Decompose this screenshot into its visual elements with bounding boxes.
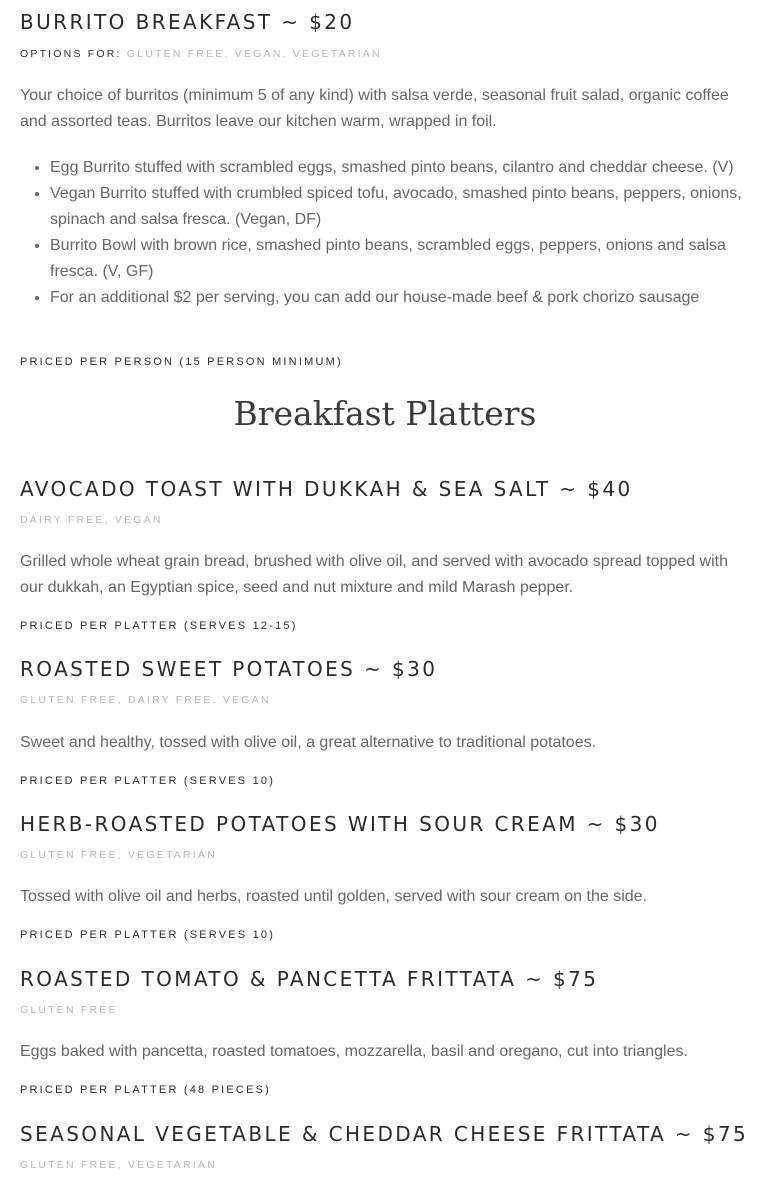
item-description: Grilled whole wheat grain bread, brushed with olive oil, and served with avocado spread topped with our dukkah, an Egyptian spice, seed and nut mixture and mild Marash pepper. [20, 553, 728, 596]
list-item: • Egg Burrito stuffed with scrambled eggs, smashed pinto beans, cilantro and cheddar cheese. (V) [50, 155, 750, 181]
item-title: BURRITO BREAKFAST ~ $20 [20, 10, 355, 34]
item-title: AVOCADO TOAST WITH DUKKAH & SEA SALT ~ $40 [20, 477, 633, 501]
dietary-options: DAIRY FREE, VEGAN [20, 514, 163, 526]
option-tag[interactable]: VEGAN [114, 514, 163, 526]
option-tag[interactable]: VEGETARIAN [127, 849, 217, 861]
dietary-options: GLUTEN FREE, DAIRY FREE, VEGAN [20, 694, 271, 706]
list-item: • Vegan Burrito stuffed with crumbled spiced tofu, avocado, smashed pinto beans, peppers, onions, spinach and salsa fresca. (Vegan, DF) [50, 181, 750, 233]
item-description: Sweet and healthy, tossed with olive oil, a great alternative to traditional potatoes. [20, 734, 597, 751]
burrito-options-list [20, 155, 750, 311]
option-tag[interactable]: GLUTEN FREE [20, 849, 118, 861]
option-tag[interactable]: VEGETARIAN [292, 48, 382, 60]
item-title: ROASTED TOMATO & PANCETTA FRITTATA ~ $75 [20, 967, 599, 991]
option-tag[interactable]: DAIRY FREE [20, 514, 105, 526]
price-note: PRICED PER PLATTER (SERVES 10) [20, 929, 276, 941]
option-tag[interactable]: GLUTEN FREE [20, 1159, 118, 1171]
price-note: PRICED PER PLATTER (SERVES 12-15) [20, 620, 298, 632]
option-tag[interactable]: VEGETARIAN [127, 1159, 217, 1171]
price-note: PRICED PER PLATTER (SERVES 10) [20, 775, 276, 787]
list-item: • Burrito Bowl with brown rice, smashed pinto beans, scrambled eggs, peppers, onions and salsa fresca. (V, GF) [50, 233, 750, 285]
item-title: HERB-ROASTED POTATOES WITH SOUR CREAM ~ $30 [20, 812, 660, 836]
item-description: Tossed with olive oil and herbs, roasted until golden, served with sour cream on the side. [20, 888, 648, 905]
dietary-options: GLUTEN FREE, VEGETARIAN [20, 1159, 217, 1171]
option-tag[interactable]: GLUTEN FREE [20, 694, 118, 706]
item-title: SEASONAL VEGETABLE & CHEDDAR CHEESE FRITTATA ~ $75 [20, 1122, 749, 1146]
dietary-options: GLUTEN FREE, VEGETARIAN [20, 849, 217, 861]
option-tag[interactable]: DAIRY FREE [127, 694, 213, 706]
price-note: PRICED PER PERSON (15 PERSON MINIMUM) [20, 356, 343, 368]
option-tag[interactable]: VEGAN [222, 694, 271, 706]
option-tag[interactable]: GLUTEN FREE [20, 1004, 118, 1016]
dietary-options: OPTIONS FOR: GLUTEN FREE, VEGAN, VEGETARIAN [20, 48, 382, 60]
list-item: • For an additional $2 per serving, you can add our house-made beef & pork chorizo sausage [50, 285, 750, 311]
item-description: Eggs baked with pancetta, roasted tomatoes, mozzarella, basil and oregano, cut into triangles. [20, 1043, 688, 1060]
item-title: ROASTED SWEET POTATOES ~ $30 [20, 657, 438, 681]
dietary-options [20, 1004, 750, 1016]
option-tag[interactable]: GLUTEN FREE [126, 48, 225, 60]
section-title: Breakfast Platters [233, 394, 537, 433]
option-tag[interactable]: VEGAN [234, 48, 283, 60]
item-description: Your choice of burritos (minimum 5 of any kind) with salsa verde, seasonal fruit salad, organic coffee and assorted teas. Burritos leave our kitchen warm, wrapped in foil. [20, 87, 729, 130]
options-lead: OPTIONS FOR: [20, 48, 122, 60]
price-note: PRICED PER PLATTER (48 PIECES) [20, 1084, 272, 1096]
